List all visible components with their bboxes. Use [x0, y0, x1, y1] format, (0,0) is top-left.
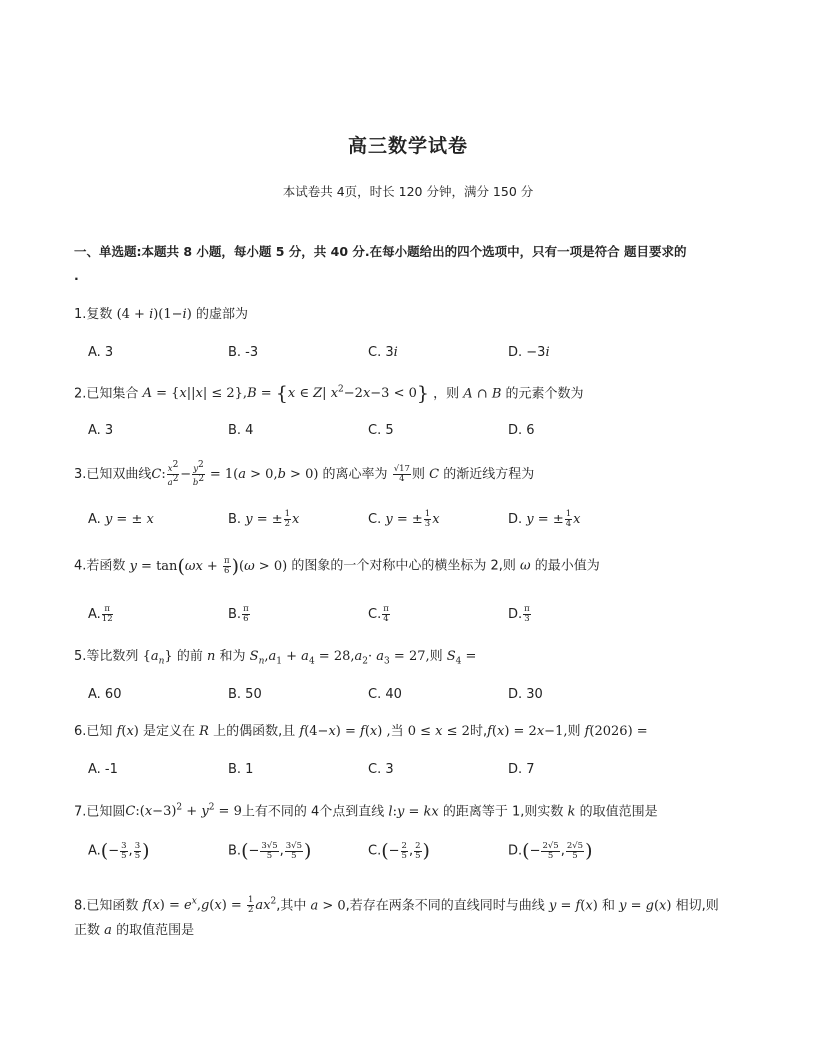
option-b[interactable]: B. -3 [228, 345, 259, 360]
question-2 [74, 379, 754, 405]
question-text: 则 [411, 466, 425, 482]
math-expr: a > 0 [310, 898, 346, 914]
option-a[interactable]: A. y = ± x [88, 512, 154, 527]
math-expr: n [206, 649, 216, 664]
section-heading-tail: . [74, 268, 79, 283]
question-7 [74, 797, 754, 823]
question-number: 1. [74, 307, 87, 322]
question-text: 已知 [86, 724, 113, 739]
option-a[interactable]: A.(− $\frac{3}{5}$ , $\frac{3}{5}$ ) [88, 840, 150, 862]
math-expr: C [429, 466, 440, 482]
option-a[interactable]: A. 3 [88, 345, 114, 360]
question-5 [74, 646, 754, 673]
math-expr: l:y = kx [388, 804, 439, 820]
question-number: 8. [74, 898, 87, 914]
question-text: 和为 [219, 649, 246, 664]
question-text: 的取值范围是 [116, 923, 195, 938]
option-a[interactable]: A. 60 [88, 687, 122, 702]
question-number: 2. [74, 386, 87, 402]
math-expr: A = {x||x| ≤ 2},B = {x ∈ Z| $x^2-2x-3 < 0$} [142, 382, 429, 405]
option-a[interactable]: A. $\frac{\pi}{12}$ [88, 604, 113, 624]
question-number: 4. [74, 558, 87, 574]
question-number: 3. [74, 466, 87, 482]
math-expr: $\{a_n\}$ [142, 649, 173, 667]
page-title: 高三数学试卷 [347, 135, 468, 157]
math-expr: R [199, 724, 209, 739]
question-text: ,其中 [276, 898, 307, 914]
option-b[interactable]: B. y = ± $\frac{1}{2}$ x [228, 509, 300, 529]
question-text: 上有不同的 4个点到直线 [241, 804, 385, 820]
question-text: 的渐近线方程为 [443, 466, 535, 482]
option-c[interactable]: C. 40 [368, 687, 402, 702]
option-b[interactable]: B. 50 [228, 687, 262, 702]
math-expr: ω [520, 558, 531, 574]
question-1 [74, 304, 754, 326]
question-text: 的离心率为 [322, 466, 388, 482]
question-4 [74, 555, 754, 578]
question-text: 的虚部为 [195, 307, 248, 322]
question-text: 已知集合 [86, 386, 139, 402]
math-expr: $f(x) = e^x,g(x)$ = $\frac{1}{2}$ $ax^2$ [142, 895, 277, 916]
option-c[interactable]: C. y = ± $\frac{1}{3}$ x [368, 509, 440, 529]
option-b[interactable]: B.(− $\frac{3√5}{5}$ , $\frac{3√5}{5}$ ) [228, 840, 312, 862]
option-d[interactable]: D.(− $\frac{2√5}{5}$ , $\frac{2√5}{5}$ ) [508, 840, 593, 862]
question-text: 的图象的一个对称中心的横坐标为 2,则 [291, 558, 516, 574]
question-text: 的距离等于 1,则实数 [442, 804, 564, 820]
question-text: 已知函数 [86, 898, 139, 914]
math-expr: $S_n,a_1 + a_4 = 28,a_2\cdot a_3 = 27$,则 $S_4$ = [249, 649, 477, 667]
question-text: ,若存在两条不同的直线同时与曲线 [345, 898, 545, 914]
math-expr: f(x) = 2x−1,则 f(2026) = [487, 724, 648, 739]
question-number: 6. [74, 724, 87, 739]
question-8-line-2 [74, 920, 754, 942]
question-text: 的最小值为 [534, 558, 600, 574]
question-text: 已知双曲线 [86, 466, 152, 482]
math-expr: $\frac{√17}{4}$ [393, 463, 410, 484]
option-d[interactable]: D. 6 [508, 423, 535, 438]
question-text: 和 [601, 898, 615, 914]
question-text: 等比数列 [86, 649, 139, 664]
page-subtitle: 本试卷共 4页，时长 120 分钟，满分 150 分 [282, 184, 534, 199]
question-text: 的取值范围是 [579, 804, 658, 820]
math-expr: y = g(x) [619, 898, 672, 914]
math-expr: a [104, 923, 112, 938]
option-b[interactable]: B. 4 [228, 423, 254, 438]
option-c[interactable]: C. 5 [368, 423, 394, 438]
question-text: 上的偶函数,且 [213, 724, 296, 739]
question-6 [74, 721, 754, 743]
math-expr: y = f(x) [548, 898, 598, 914]
option-d[interactable]: D. 7 [508, 762, 535, 777]
question-text: 的元素个数为 [505, 386, 584, 402]
math-expr: C: $\frac{x^2}{a^2}$ − $\frac{y^2}{b^2}$ = 1(a > 0,b > 0) [151, 460, 319, 488]
math-expr: y = tan(ωx + $\frac{\pi}{6}$ )(ω > 0) [129, 555, 288, 577]
math-expr: f(x) [116, 724, 139, 739]
section-heading-text: 一、单选题:本题共 8 小题，每小题 5 分，共 40 分.在每小题给出的四个选项中，只有一项是符合 题目要求的 [74, 244, 687, 259]
option-c[interactable]: C. 3 [368, 762, 394, 777]
question-3 [74, 461, 754, 488]
question-text: 是定义在 [143, 724, 196, 739]
math-expr: $C:(x-3)^2 + y^2 = 9$ [125, 803, 242, 820]
option-d[interactable]: D. −3i [508, 345, 550, 360]
question-8 [74, 891, 754, 917]
math-expr: k [567, 804, 576, 820]
math-expr: f(4−x) = f(x) ,当 0 ≤ x ≤ 2 [299, 724, 470, 739]
question-text: 相切,则 [675, 898, 719, 914]
option-a[interactable]: A. -1 [88, 762, 118, 777]
option-d[interactable]: D. y = ± $\frac{1}{4}$ x [508, 509, 581, 529]
question-text: 已知圆 [86, 804, 126, 820]
option-a[interactable]: A. 3 [88, 423, 114, 438]
question-text: ，则 [433, 386, 460, 402]
option-d[interactable]: D. $\frac{\pi}{3}$ [508, 604, 530, 624]
question-text: 若函数 [86, 558, 126, 574]
math-expr: (4 + i)(1−i) [116, 307, 192, 322]
question-text: 正数 [74, 923, 101, 938]
math-expr: A ∩ B [463, 386, 502, 402]
question-text: 的前 [176, 649, 203, 664]
option-b[interactable]: B. 1 [228, 762, 254, 777]
option-b[interactable]: B. $\frac{\pi}{6}$ [228, 604, 249, 624]
question-text: 复数 [86, 307, 113, 322]
option-c[interactable]: C. 3i [368, 345, 398, 360]
option-c[interactable]: C. $\frac{\pi}{4}$ [368, 604, 389, 624]
option-c[interactable]: C.(− $\frac{2}{5}$ , $\frac{2}{5}$ ) [368, 840, 430, 862]
question-text: 时, [469, 724, 488, 739]
question-number: 5. [74, 649, 87, 664]
section-heading [74, 240, 754, 288]
option-d[interactable]: D. 30 [508, 687, 543, 702]
question-number: 7. [74, 804, 87, 820]
